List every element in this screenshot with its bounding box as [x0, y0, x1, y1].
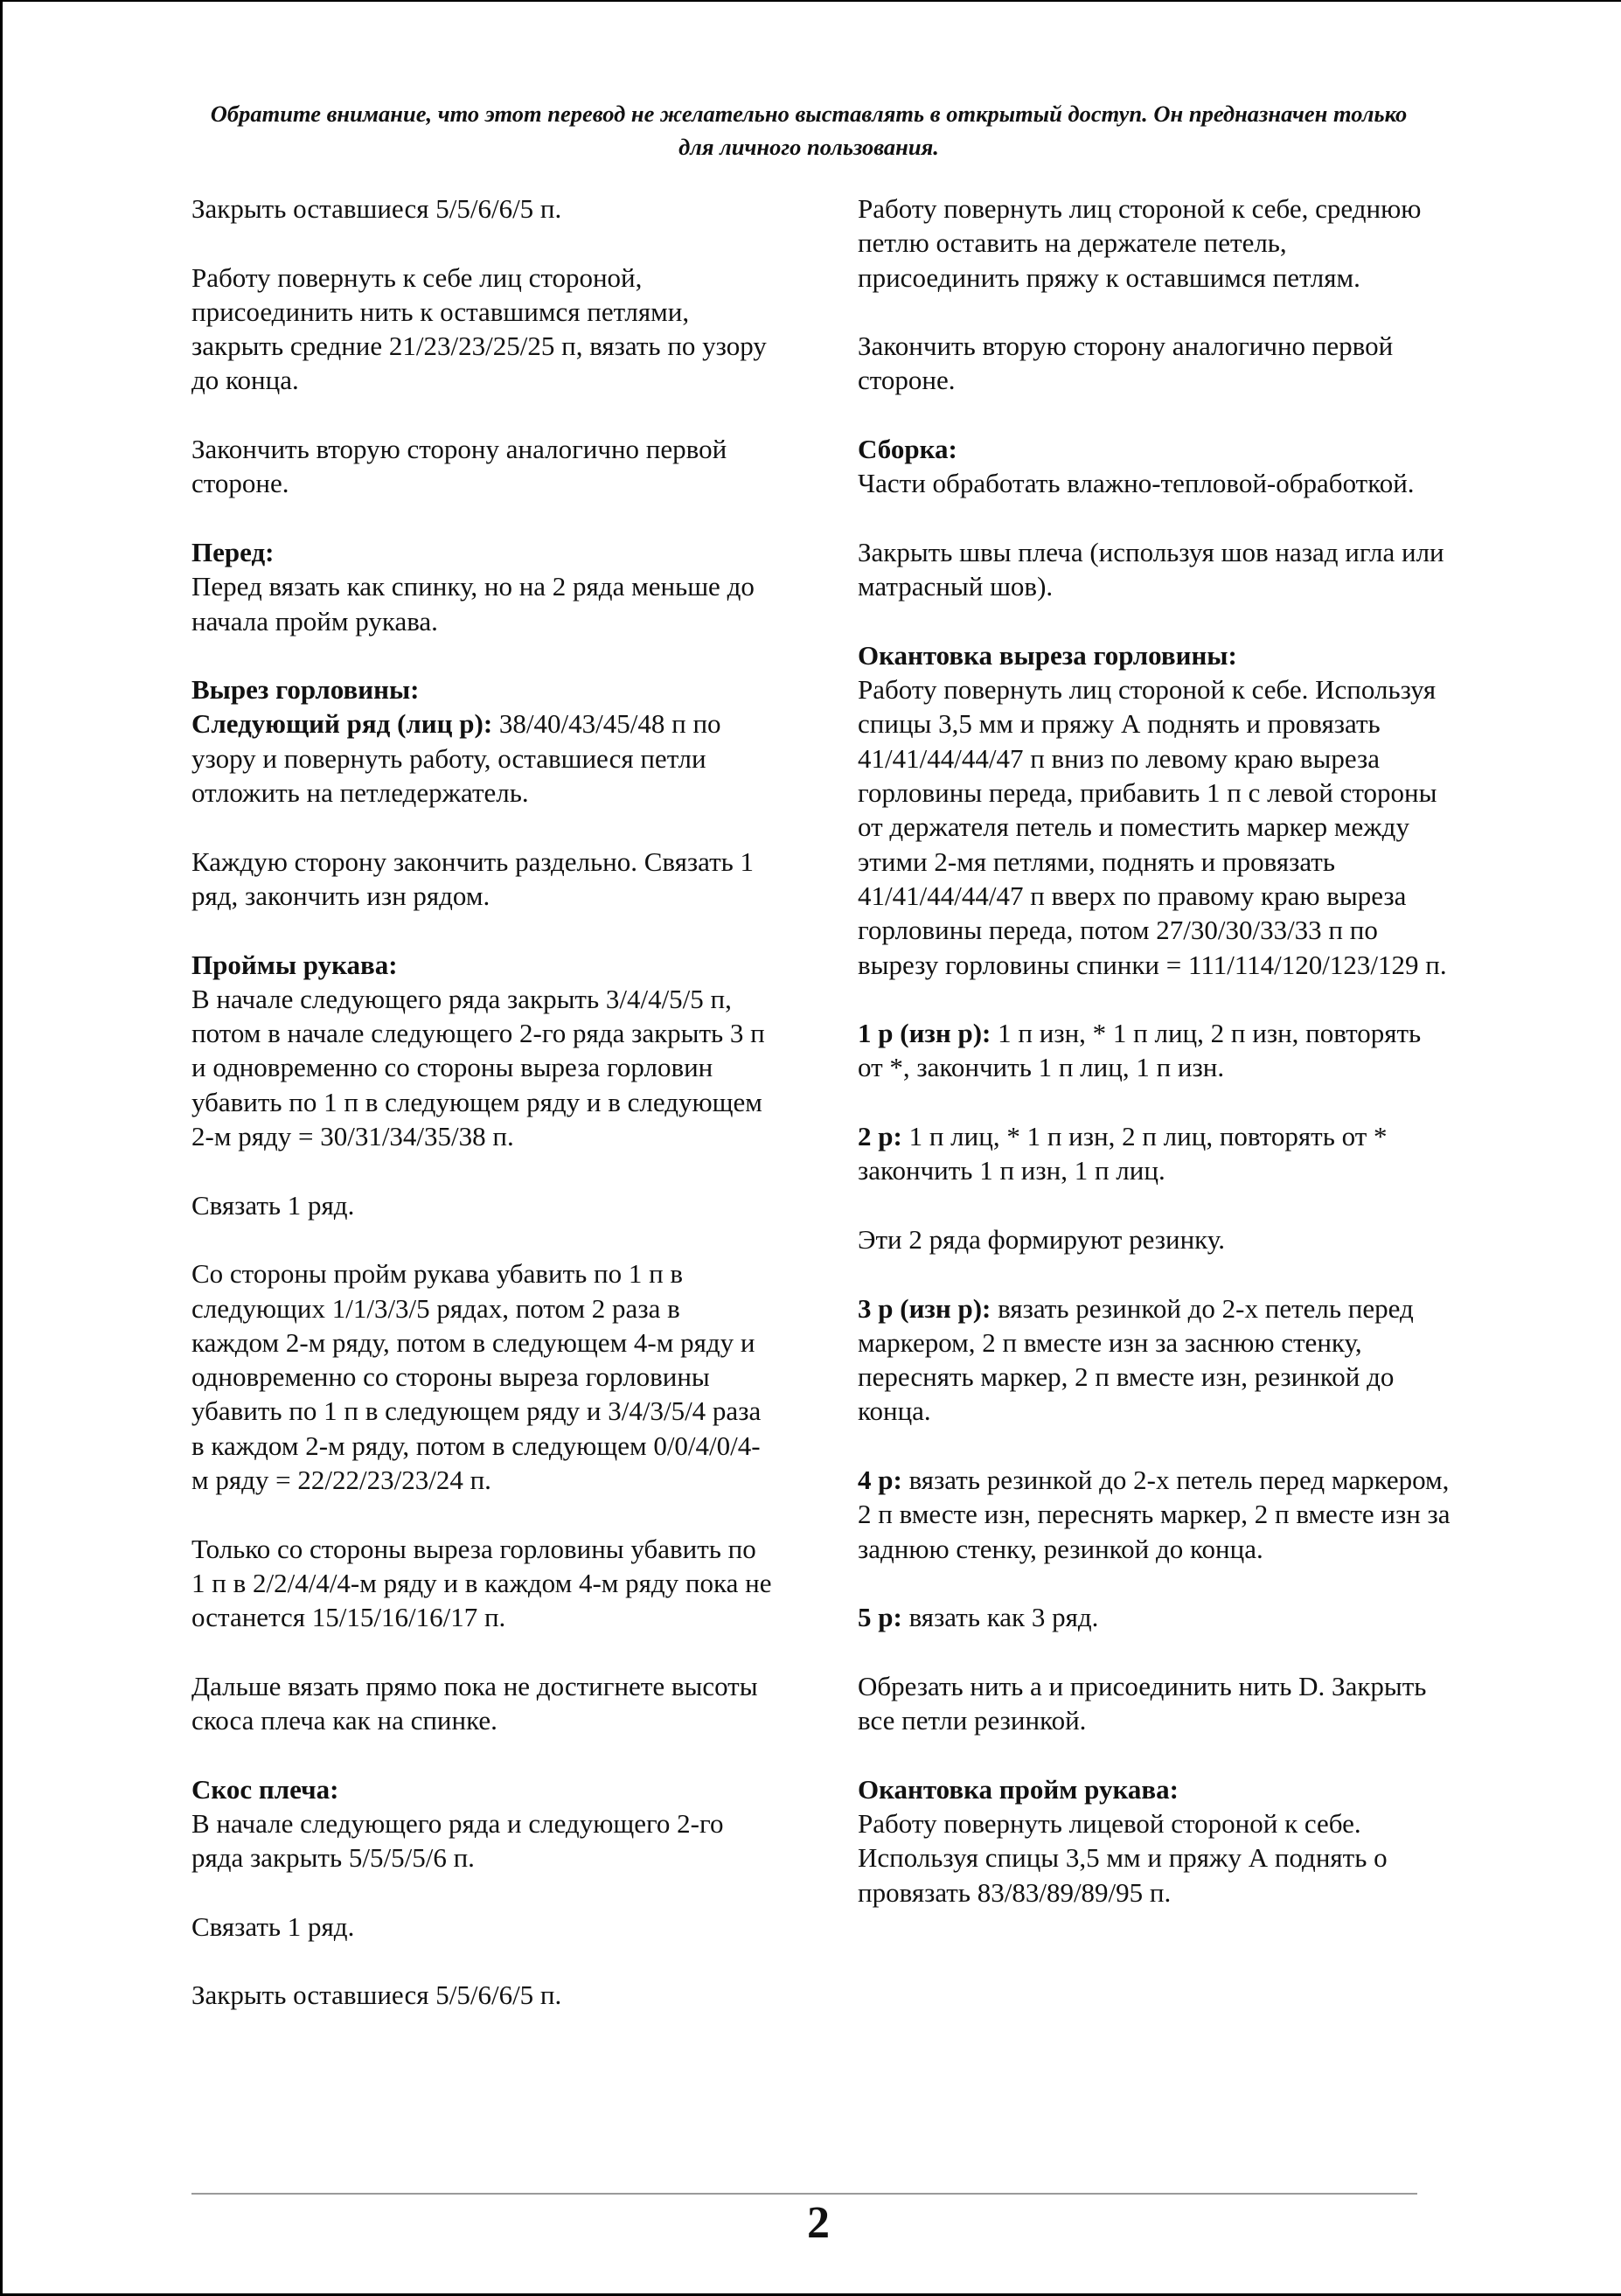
paragraph	[858, 1669, 1452, 1738]
paragraph	[858, 1600, 1452, 1634]
paragraph-text: Закончить вторую сторону аналогично первой стороне.	[191, 434, 727, 499]
paragraph	[858, 1463, 1452, 1566]
paragraph	[858, 638, 1452, 982]
paragraph-text: Связать 1 ряд.	[191, 1910, 355, 1942]
paragraph	[191, 948, 773, 1154]
paragraph	[858, 1291, 1452, 1429]
section-heading: Скос плеча:	[191, 1773, 339, 1805]
paragraph-text: вязать как 3 ряд.	[901, 1602, 1099, 1633]
paragraph-text: Закрыть оставшиеся 5/5/6/6/5 п.	[191, 1979, 562, 2011]
paragraph-text: Эти 2 ряда формируют резинку.	[858, 1223, 1225, 1255]
paragraph-text: Закрыть оставшиеся 5/5/6/6/5 п.	[191, 193, 562, 224]
paragraph-text: Закрыть швы плеча (используя шов назад игла или матрасный шов).	[858, 536, 1444, 602]
paragraph	[191, 432, 773, 501]
section-heading: Перед:	[191, 536, 275, 567]
page-number: 2	[807, 2198, 830, 2248]
paragraph	[191, 1188, 773, 1222]
paragraph	[858, 1772, 1452, 1910]
paragraph	[191, 1669, 773, 1738]
paragraph-text: 38/40/43/45/48 п по узору и повернуть работу, оставшиеся петли отложить на петледержатель.	[191, 708, 721, 809]
paragraph-text: В начале следующего ряда закрыть 3/4/4/5/5 п, потом в начале следующего 2-го ряда закрыть 3 п и одновременно со стороны выреза горловин убавить по 1 п в следующем ряду и в следующем 2-м ряду = 30/31/34/35/38 п.	[191, 983, 765, 1152]
paragraph-text: 1 п изн, * 1 п лиц, 2 п изн, повторять от *, закончить 1 п лиц, 1 п изн.	[858, 1018, 1422, 1083]
section-heading: Сборка:	[858, 434, 957, 465]
paragraph-text: Перед вязать как спинку, но на 2 ряда меньше до начала пройм рукава.	[191, 571, 755, 637]
paragraph	[191, 1256, 773, 1497]
paragraph	[191, 261, 773, 398]
paragraph	[191, 845, 773, 914]
paragraph-text: Закончить вторую сторону аналогично первой стороне.	[858, 330, 1394, 396]
paragraph-text: 1 п лиц, * 1 п изн, 2 п лиц, повторять от * закончить 1 п изн, 1 п лиц.	[858, 1121, 1388, 1186]
paragraph-text: вязать резинкой до 2-х петель перед маркером, 2 п вместе изн, переснять маркер, 2 п вместе изн за заднюю стенку, резинкой до конца.	[858, 1464, 1451, 1564]
paragraph-text: вязать резинкой до 2-х петель перед маркером, 2 п вместе изн за заснюю стенку, переснять маркер, 2 п вместе изн, резинкой до конца.	[858, 1292, 1414, 1427]
right-column	[858, 191, 1452, 1910]
paragraph	[191, 1532, 773, 1635]
section-heading: Окантовка пройм рукава:	[858, 1773, 1179, 1805]
row-label: 3 р (изн р):	[858, 1292, 991, 1324]
row-label: 5 р:	[858, 1602, 902, 1633]
paragraph-text: Со стороны пройм рукава убавить по 1 п в следующих 1/1/3/3/5 рядах, потом 2 раза в каждом 2-м ряду, потом в следующем 4-м ряду и одновременно со стороны выреза горловины убавить по 1 п в следующем ряду и 3/4/3/5/4 раза в каждом 2-м ряду, потом в следующем 0/0/4/0/4-м ряду = 22/22/23/23/24 п.	[191, 1258, 762, 1495]
paragraph	[191, 1978, 773, 2012]
row-label: Следующий ряд (лиц р):	[191, 708, 493, 740]
paragraph	[858, 1222, 1452, 1256]
paragraph-text: Каждую сторону закончить раздельно. Связать 1 ряд, закончить изн рядом.	[191, 845, 755, 911]
paragraph	[858, 1119, 1452, 1188]
left-column	[191, 191, 773, 2013]
paragraph	[858, 535, 1452, 604]
row-label: 1 р (изн р):	[858, 1018, 991, 1049]
translation-notice: Обратите внимание, что этот перевод не желательно выставлять в открытый доступ. Он предназначен только для личного пользования.	[210, 101, 1408, 160]
paragraph	[858, 432, 1452, 501]
paragraph	[191, 191, 773, 226]
row-label: 2 р:	[858, 1121, 902, 1152]
paragraph	[191, 1772, 773, 1875]
paragraph-text: Работу повернуть к себе лиц стороной, присоединить нить к оставшимся петлями, закрыть средние 21/23/23/25/25 п, вязать по узору до конца.	[191, 261, 767, 396]
paragraph	[191, 1910, 773, 1944]
paragraph-text: Работу повернуть лицевой стороной к себе. Используя спицы 3,5 мм и пряжу А поднять о провязать 83/83/89/89/95 п.	[858, 1807, 1388, 1908]
paragraph	[858, 329, 1452, 398]
paragraph	[858, 191, 1452, 295]
paragraph-text: Обрезать нить а и присоединить нить D. Закрыть все петли резинкой.	[858, 1670, 1427, 1736]
paragraph-text: Дальше вязать прямо пока не достигнете высоты скоса плеча как на спинке.	[191, 1670, 758, 1736]
paragraph-text: В начале следующего ряда и следующего 2-го ряда закрыть 5/5/5/5/6 п.	[191, 1807, 724, 1874]
paragraph	[858, 1016, 1452, 1085]
paragraph-text: Только со стороны выреза горловины убавить по 1 п в 2/2/4/4/4-м ряду и в каждом 4-м ряду пока не останется 15/15/16/16/17 п.	[191, 1533, 772, 1633]
paragraph-text: Связать 1 ряд.	[191, 1189, 355, 1221]
paragraph	[191, 535, 773, 638]
section-heading: Проймы рукава:	[191, 949, 398, 980]
paragraph-text: Работу повернуть лиц стороной к себе, среднюю петлю оставить на держателе петель, присоединить пряжу к оставшимся петлям.	[858, 193, 1422, 293]
paragraph-text: Работу повернуть лиц стороной к себе. Используя спицы 3,5 мм и пряжу А поднять и провязать 41/41/44/44/47 п вниз по левому краю выреза горловины переда, прибавить 1 п с левой стороны от держателя петель и поместить маркер между этими 2-мя петлями, поднять и провязать 41/41/44/44/47 п вверх по правому краю выреза горловины переда, потом 27/30/30/33/33 п по вырезу горловины спинки = 111/114/120/123/129 п.	[858, 674, 1447, 980]
section-heading: Вырез горловины:	[191, 674, 420, 706]
row-label: 4 р:	[858, 1464, 902, 1495]
paragraph-text: Части обработать влажно-тепловой-обработкой.	[858, 468, 1415, 499]
section-heading: Окантовка выреза горловины:	[858, 639, 1237, 671]
footer-divider	[191, 2193, 1417, 2195]
paragraph	[191, 672, 773, 810]
